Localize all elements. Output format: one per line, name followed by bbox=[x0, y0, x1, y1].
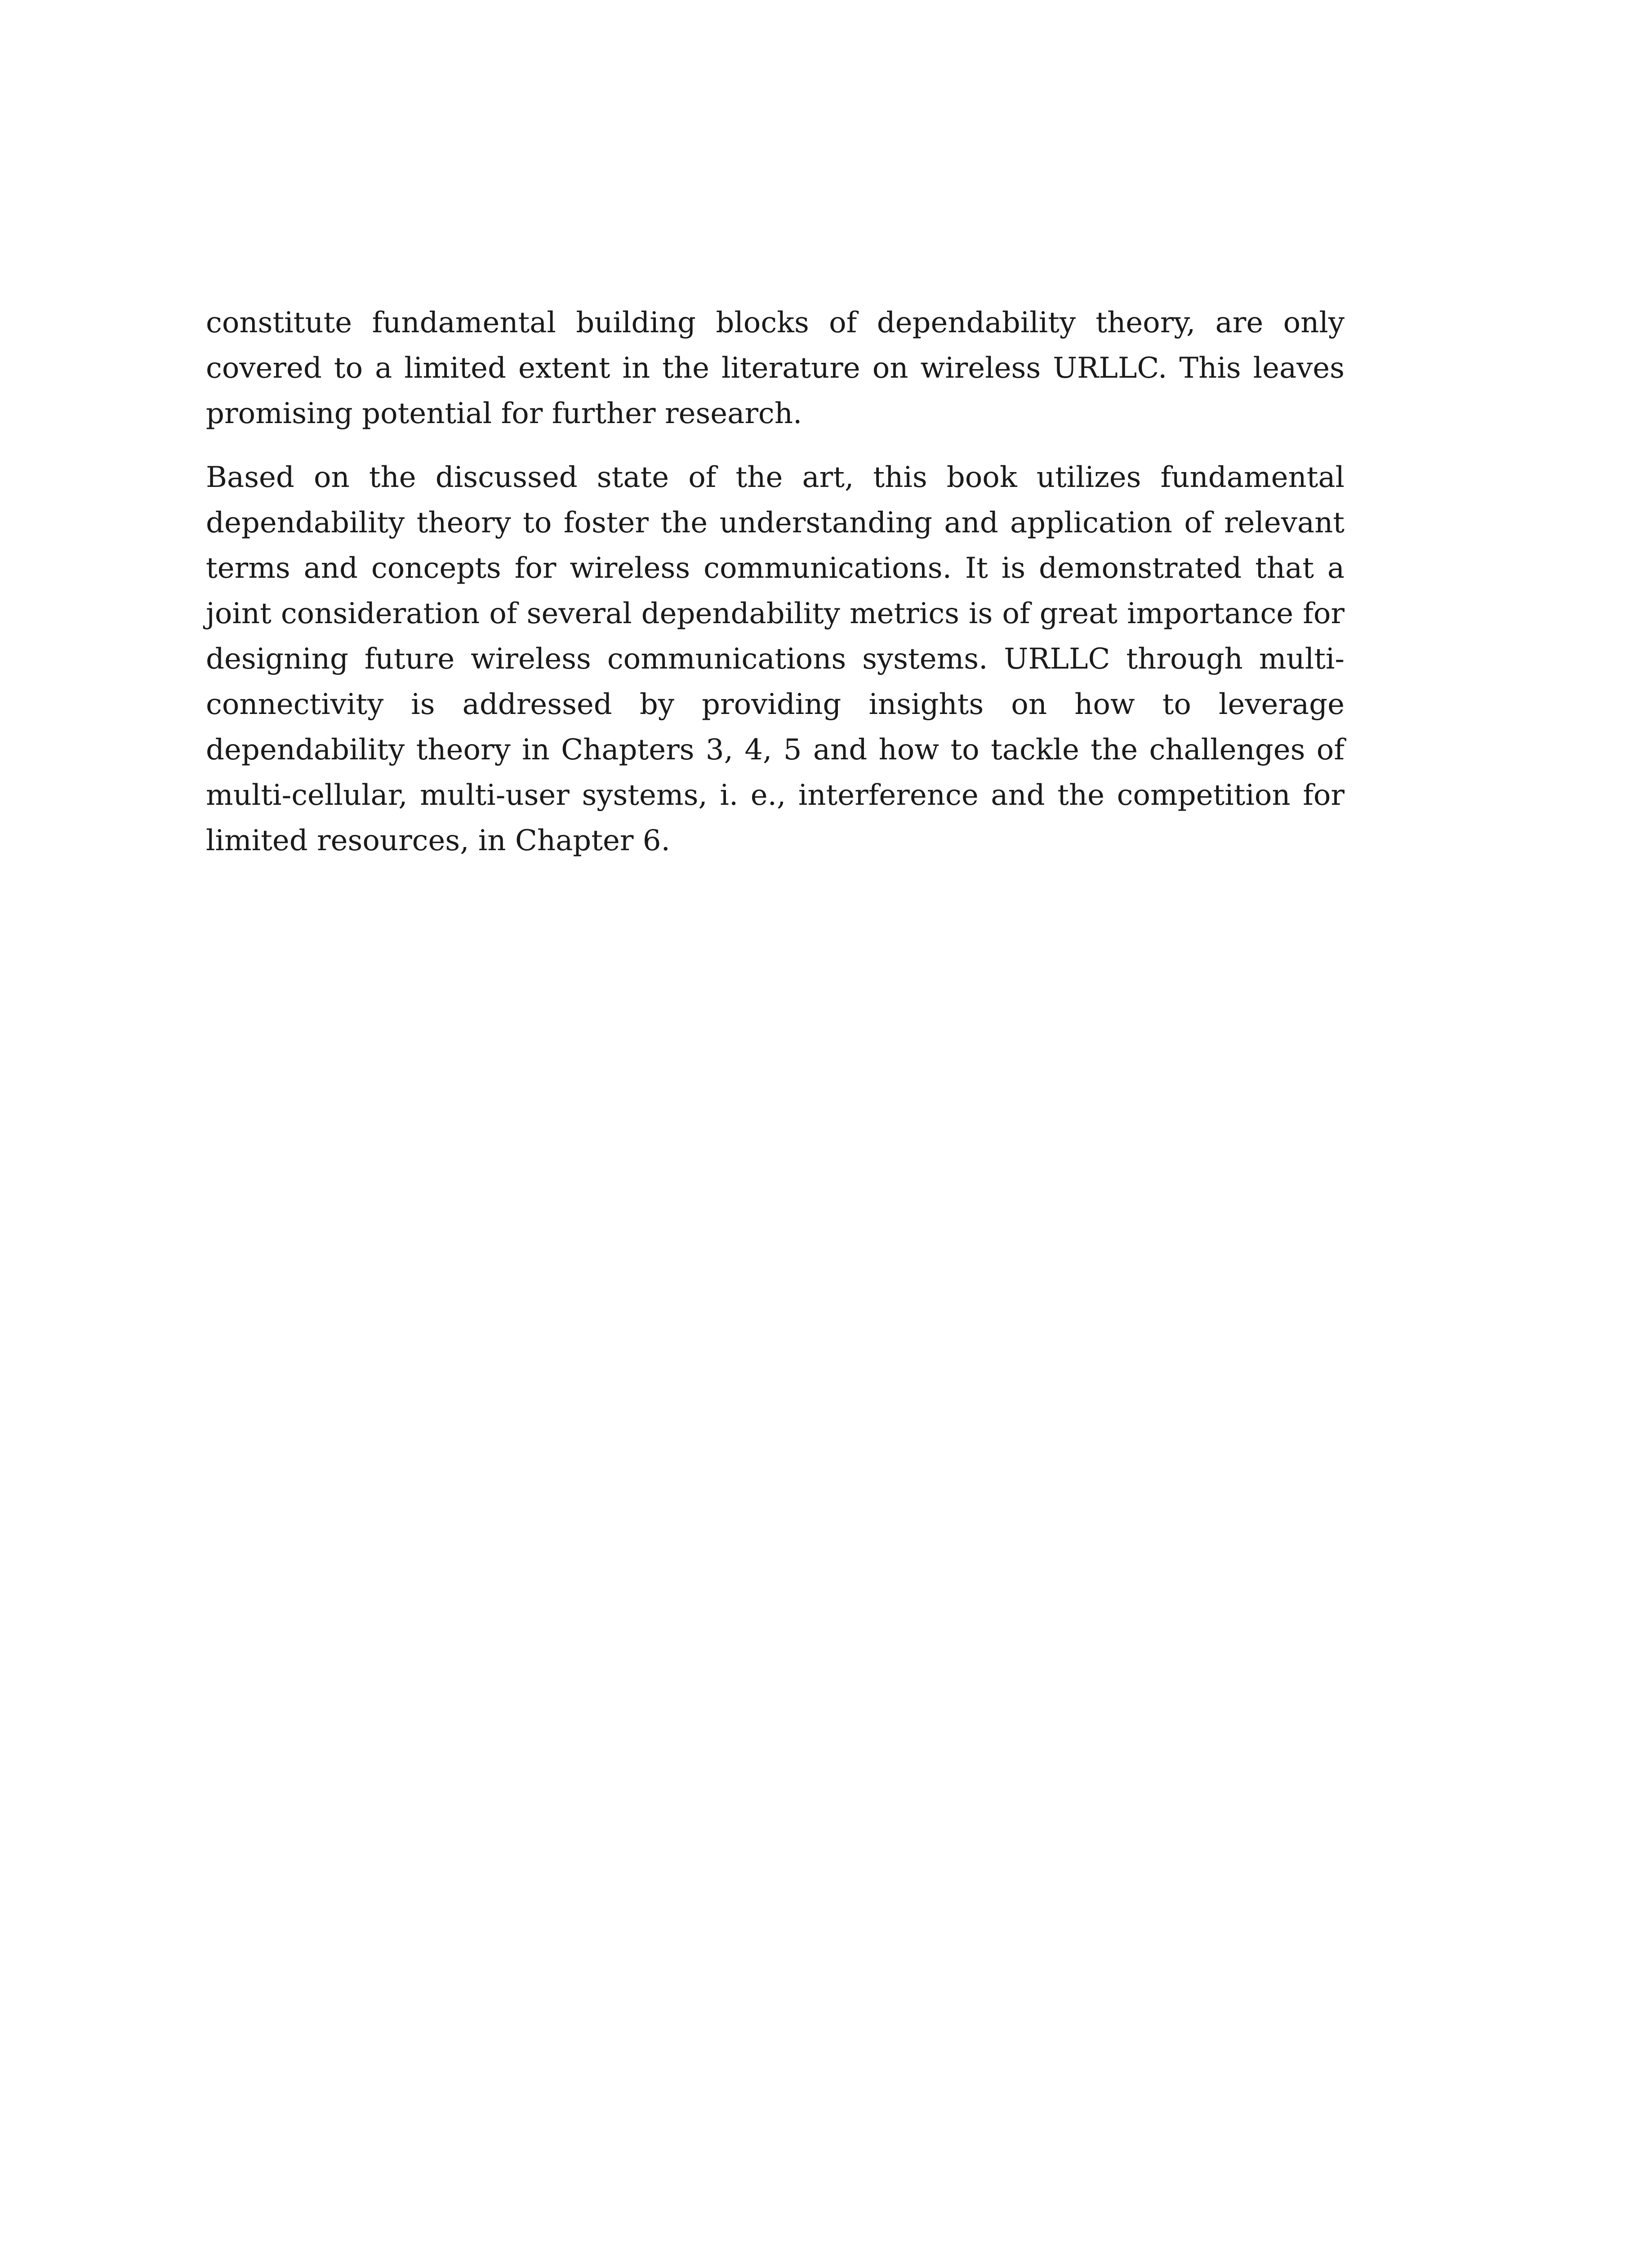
paragraph-continuation: constitute fundamental building blocks of dependability theory, are only covered to a limited extent in the literature on wireless URLLC. This leaves promising potential for further research. bbox=[206, 306, 1345, 430]
body-text bbox=[206, 300, 1345, 864]
paragraph-state-of-art: Based on the discussed state of the art, this book utilizes fundamental dependability theory to foster the understanding and application of relevant terms and concepts for wireless communications. It is demonstrated that a joint consideration of several dependability metrics is of great importance for designing future wireless communications systems. URLLC through multi-connectivity is addressed by providing insights on how to leverage dependability theory in Chapters 3, 4, 5 and how to tackle the challenges of multi-cellular, multi-user systems, i. e., interference and the competition for limited resources, in Chapter 6. bbox=[206, 461, 1345, 857]
